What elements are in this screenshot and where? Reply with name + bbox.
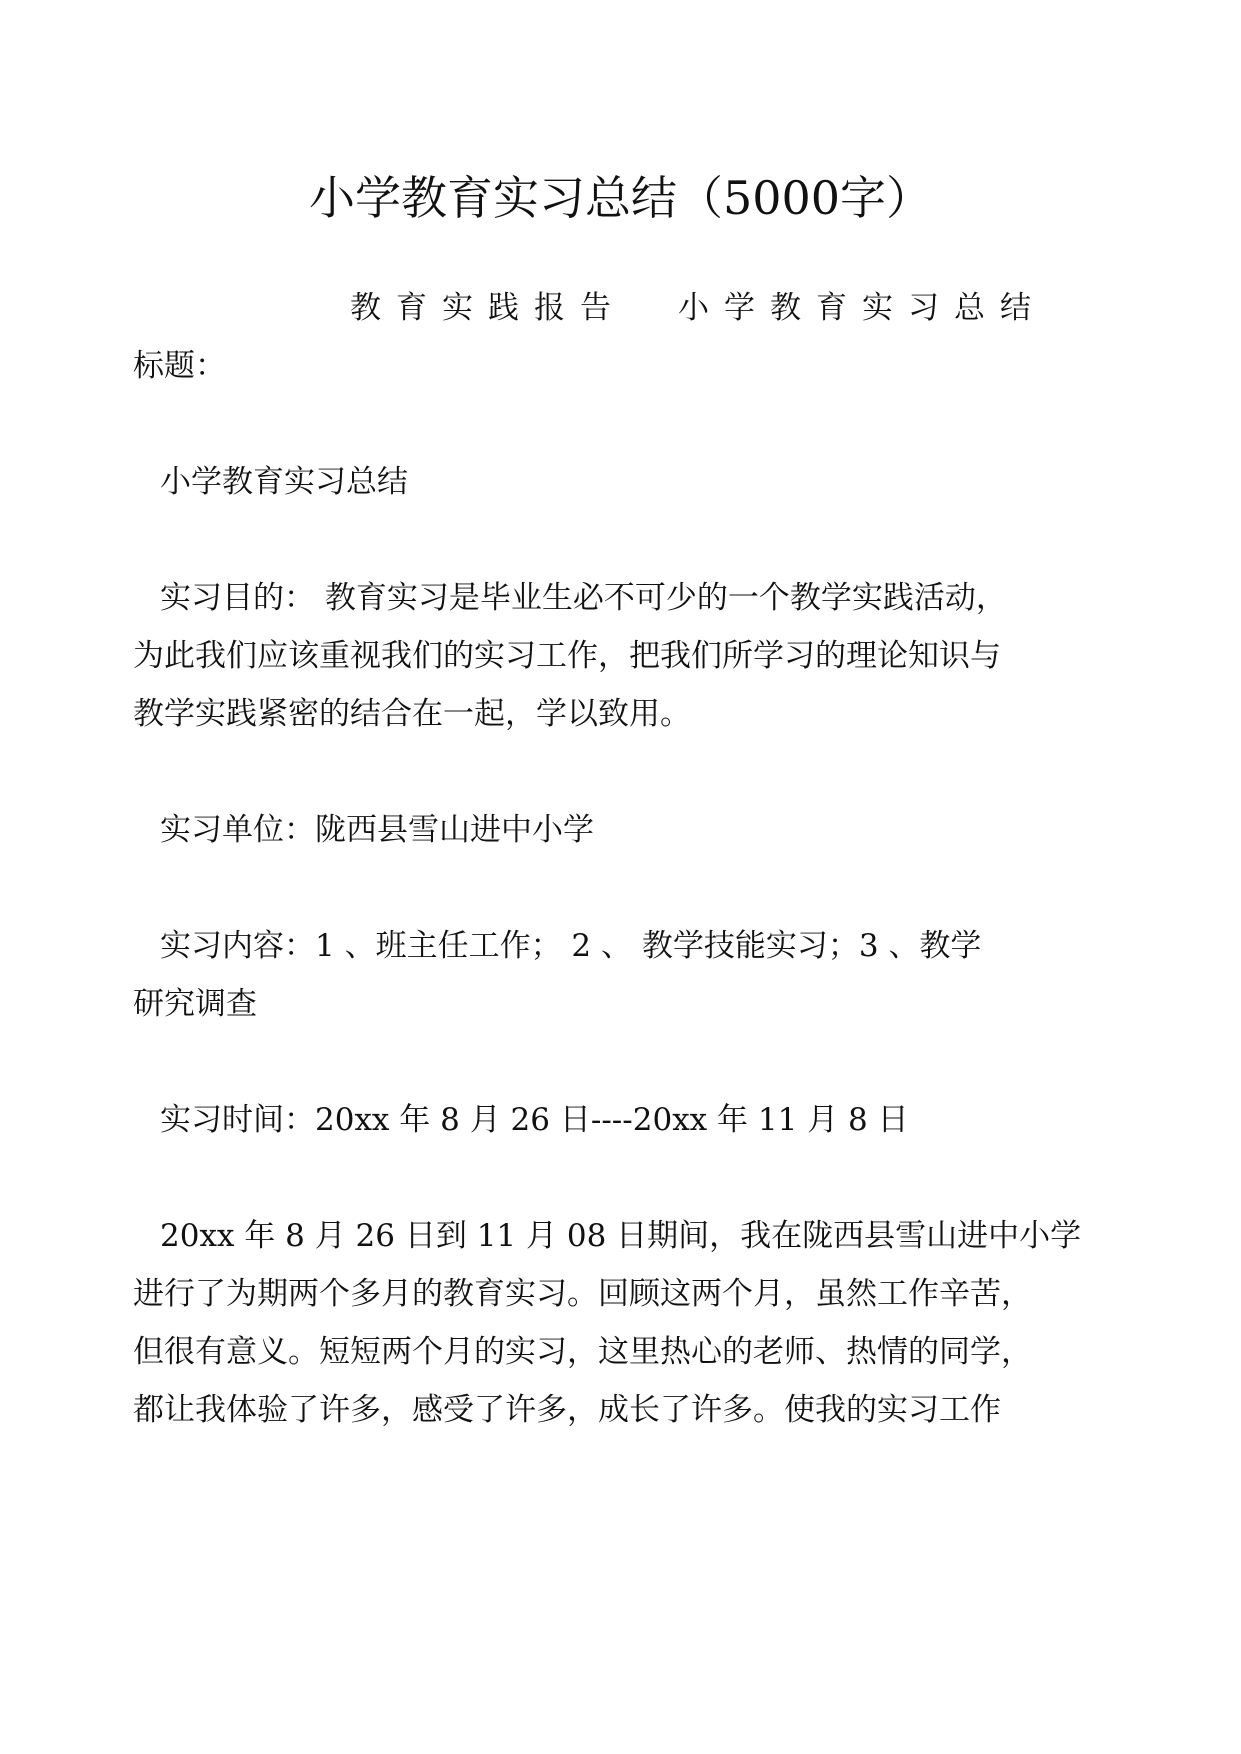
body-line-2: 进行了为期两个多月的教育实习。回顾这两个月，虽然工作辛苦， (133, 1276, 1032, 1312)
content-line-1: 实习内容：1 、班主任工作； 2 、 教学技能实习；3 、教学 (160, 928, 982, 964)
purpose-line-1: 实习目的： 教育实习是毕业生必不可少的一个教学实践活动， (160, 580, 1007, 616)
content-line-2: 研究调查 (133, 986, 257, 1022)
title-field-label: 标题： (133, 348, 226, 384)
body-line-4: 都让我体验了许多，感受了许多，成长了许多。使我的实习工作 (133, 1392, 1001, 1428)
report-type-label: 教育实践报告 (350, 290, 626, 326)
section-subtitle: 小学教育实习总结 (160, 464, 408, 500)
body-line-1: 20xx 年 8 月 26 日到 11 月 08 日期间，我在陇西县雪山进中小学 (160, 1218, 1082, 1254)
report-title-value: 小学教育实习总结 (678, 290, 1046, 326)
body-line-3: 但很有意义。短短两个月的实习，这里热心的老师、热情的同学， (133, 1334, 1032, 1370)
internship-time: 实习时间：20xx 年 8 月 26 日----20xx 年 11 月 8 日 (160, 1102, 909, 1138)
purpose-line-2: 为此我们应该重视我们的实习工作，把我们所学习的理论知识与 (133, 638, 1001, 674)
document-title: 小学教育实习总结（5000字） (308, 171, 933, 225)
internship-unit: 实习单位：陇西县雪山进中小学 (160, 812, 594, 848)
purpose-line-3: 教学实践紧密的结合在一起，学以致用。 (133, 696, 691, 732)
